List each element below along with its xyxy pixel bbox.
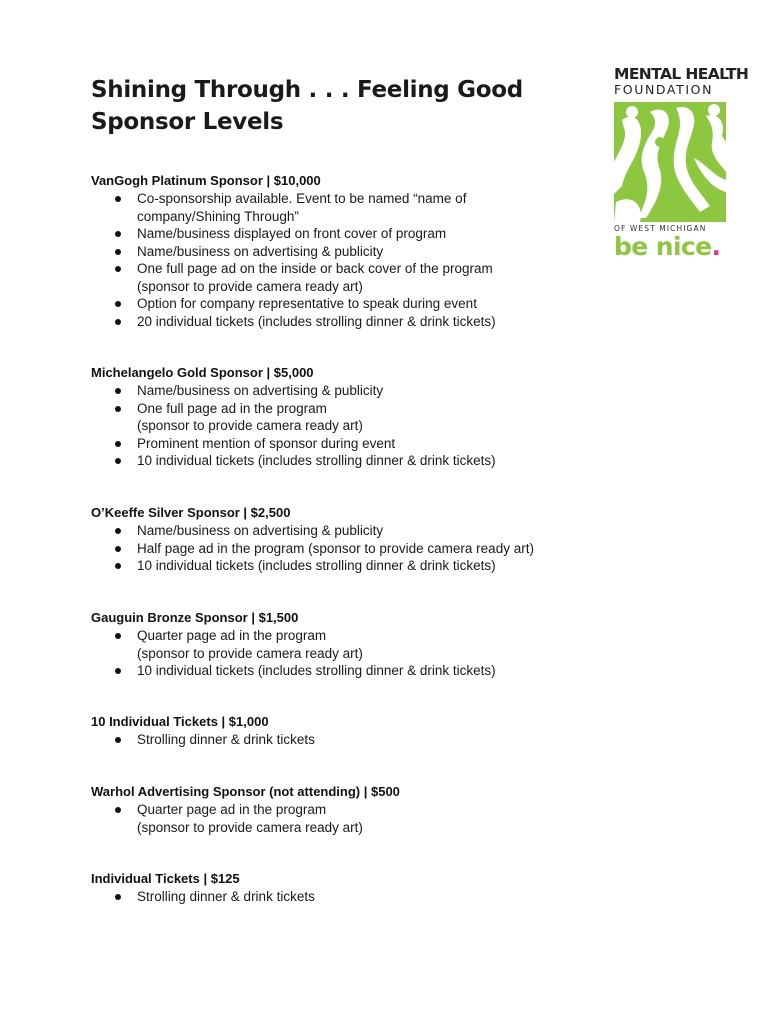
- level-individual-tickets: [91, 870, 691, 906]
- benefit-list: [91, 801, 691, 836]
- bullet-icon: [115, 737, 121, 743]
- bullet-icon: [115, 231, 121, 237]
- bullet-icon: [115, 458, 121, 464]
- logo-region: OF WEST MICHIGAN: [614, 224, 707, 233]
- level-bronze: [91, 609, 691, 680]
- level-ten-tickets: [91, 713, 691, 749]
- benefit-list: [91, 731, 691, 749]
- bullet-icon: [115, 894, 121, 900]
- benefit-list: [91, 190, 691, 330]
- benefit-item: [91, 225, 691, 243]
- benefit-text: Name/business displayed on front cover of program: [137, 226, 447, 241]
- bullet-icon: [115, 196, 121, 202]
- page-title: [91, 74, 523, 138]
- logo-name-line-1: MENTAL HEALTH: [614, 65, 749, 83]
- bullet-icon: [115, 563, 121, 569]
- benefit-item: [91, 557, 691, 575]
- level-advertising: [91, 783, 691, 836]
- logo-tagline-dot: .: [711, 232, 721, 261]
- bullet-icon: [115, 668, 121, 674]
- benefit-text: (sponsor to provide camera ready art): [137, 278, 363, 294]
- level-silver: [91, 504, 691, 575]
- benefit-list: [91, 382, 691, 470]
- benefit-list: [91, 627, 691, 680]
- benefit-text: One full page ad on the inside or back cover of the program: [137, 261, 493, 276]
- level-platinum: [91, 172, 691, 330]
- benefit-item: [91, 295, 691, 313]
- title-line-1: Shining Through . . . Feeling Good: [91, 77, 523, 103]
- benefit-text: 10 individual tickets (includes strolling dinner & drink tickets): [137, 453, 496, 468]
- benefit-item: [91, 888, 691, 906]
- level-heading: Individual Tickets | $125: [91, 871, 240, 886]
- bullet-icon: [115, 528, 121, 534]
- benefit-item: [91, 435, 691, 453]
- benefit-item: [91, 190, 691, 225]
- benefit-item: [91, 540, 691, 558]
- benefit-text: (sponsor to provide camera ready art): [137, 645, 363, 661]
- benefit-text: Name/business on advertising & publicity: [137, 243, 384, 259]
- benefit-text: Strolling dinner & drink tickets: [137, 889, 315, 904]
- benefit-text: (sponsor to provide camera ready art): [137, 819, 363, 835]
- level-gold: [91, 364, 691, 470]
- benefit-text: Name/business on advertising & publicity: [137, 523, 384, 538]
- bullet-icon: [115, 807, 121, 813]
- benefit-text: One full page ad in the program: [137, 400, 327, 416]
- benefit-text: Option for company representative to speak during event: [137, 296, 477, 311]
- title-line-2: Sponsor Levels: [91, 109, 284, 135]
- logo-name-line-2: FOUNDATION: [614, 82, 714, 97]
- benefit-item: [91, 522, 691, 540]
- bullet-icon: [115, 249, 121, 255]
- bullet-icon: [115, 633, 121, 639]
- level-heading: Michelangelo Gold Sponsor | $5,000: [91, 365, 314, 380]
- benefit-item: [91, 243, 691, 261]
- benefit-text: 10 individual tickets (includes strolling dinner & drink tickets): [137, 558, 496, 573]
- benefit-item: [91, 731, 691, 749]
- bullet-icon: [115, 441, 121, 447]
- logo-tagline-text: be nice: [614, 232, 712, 261]
- benefit-item: [91, 382, 691, 400]
- bullet-icon: [115, 546, 121, 552]
- level-heading: Warhol Advertising Sponsor (not attending) | $500: [91, 784, 400, 799]
- benefit-text: Prominent mention of sponsor during event: [137, 435, 396, 451]
- benefit-item: [91, 662, 691, 680]
- bullet-icon: [115, 301, 121, 307]
- bullet-icon: [115, 406, 121, 412]
- benefit-text: Name/business on advertising & publicity: [137, 383, 384, 398]
- level-heading: Gauguin Bronze Sponsor | $1,500: [91, 610, 299, 625]
- benefit-text: 20 individual tickets (includes strolling dinner & drink tickets): [137, 313, 496, 329]
- level-heading: VanGogh Platinum Sponsor | $10,000: [91, 173, 321, 188]
- benefit-item: [91, 801, 691, 836]
- bullet-icon: [115, 388, 121, 394]
- benefit-text: 10 individual tickets (includes strolling dinner & drink tickets): [137, 663, 496, 678]
- benefit-item: [91, 260, 691, 295]
- benefit-item: [91, 313, 691, 331]
- level-heading: O’Keeffe Silver Sponsor | $2,500: [91, 505, 291, 520]
- benefit-text: Half page ad in the program (sponsor to provide camera ready art): [137, 540, 534, 556]
- benefit-list: [91, 888, 691, 906]
- bullet-icon: [115, 266, 121, 272]
- benefit-list: [91, 522, 691, 575]
- benefit-item: [91, 452, 691, 470]
- benefit-item: [91, 400, 691, 435]
- benefit-item: [91, 627, 691, 662]
- benefit-text: Quarter page ad in the program: [137, 802, 327, 817]
- level-heading: 10 Individual Tickets | $1,000: [91, 714, 269, 729]
- benefit-text: Strolling dinner & drink tickets: [137, 732, 315, 747]
- benefit-text: company/Shining Through”: [137, 208, 299, 224]
- bullet-icon: [115, 319, 121, 325]
- benefit-text: (sponsor to provide camera ready art): [137, 418, 363, 433]
- benefit-text: Quarter page ad in the program: [137, 628, 327, 643]
- benefit-text: Co-sponsorship available. Event to be named “name of: [137, 191, 467, 206]
